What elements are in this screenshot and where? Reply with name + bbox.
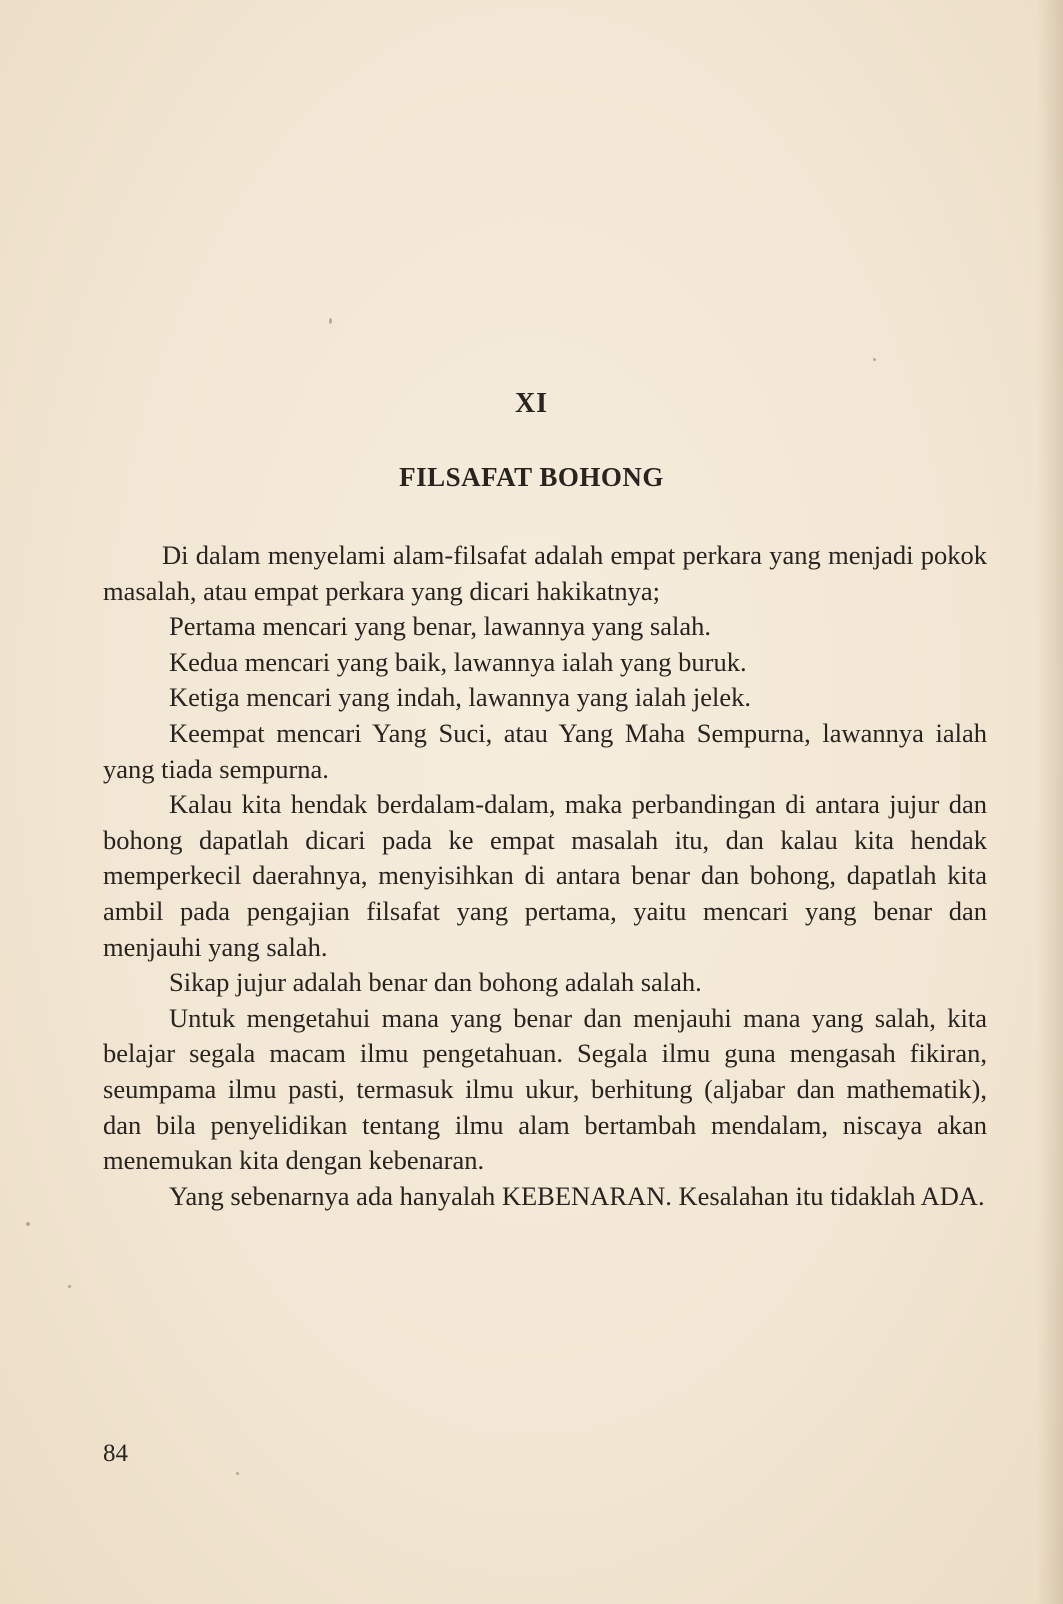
chapter-title: FILSAFAT BOHONG [399, 462, 664, 492]
paragraph: Di dalam menyelami alam-filsafat adalah empat perkara yang menjadi pokok masalah, atau empat perkara yang dicari hakikatnya; [103, 540, 987, 606]
paper-speck [68, 1285, 71, 1288]
body-text [103, 538, 987, 1214]
paragraph: Ketiga mencari yang indah, lawannya yang ialah jelek. [169, 682, 752, 713]
paragraph: Sikap jujur adalah benar dan bohong adalah salah. [169, 967, 702, 998]
paper-speck [329, 318, 332, 324]
paragraph: Pertama mencari yang benar, lawannya yang salah. [169, 611, 711, 642]
page-number: 84 [103, 1440, 128, 1467]
paragraph: Untuk mengetahui mana yang benar dan menjauhi mana yang salah, kita belajar segala macam ilmu pengetahuan. Segala ilmu guna mengasah fikiran, seumpama ilmu pasti, termasuk ilmu ukur, berhitung (aljabar dan mathematik), dan bila penyelidikan tentang ilmu alam bertambah mendalam, niscaya akan menemukan kita dengan kebenaran. [103, 1002, 987, 1176]
page-edge-shadow [1037, 0, 1063, 1604]
paragraph: Kalau kita hendak berdalam-dalam, maka perbandingan di antara jujur dan bohong dapatlah dicari pada ke empat masalah itu, dan kalau kita hendak memperkecil daerahnya, menyisihkan di antara benar dan bohong, dapatlah kita ambil pada pengajian filsafat yang pertama, yaitu mencari yang benar dan menjauhi yang salah. [103, 789, 987, 962]
paragraph: Yang sebenarnya ada hanyalah KEBENARAN. Kesalahan itu tidaklah ADA. [169, 1180, 985, 1211]
paragraph: Keempat mencari Yang Suci, atau Yang Maha Sempurna, lawannya ialah yang tiada sempurna. [103, 717, 987, 784]
paper-speck [873, 358, 876, 361]
chapter-number: XI [514, 388, 549, 419]
paper-speck [236, 1472, 239, 1475]
paper-speck [26, 1222, 30, 1226]
paragraph: Kedua mencari yang baik, lawannya ialah yang buruk. [169, 646, 747, 677]
